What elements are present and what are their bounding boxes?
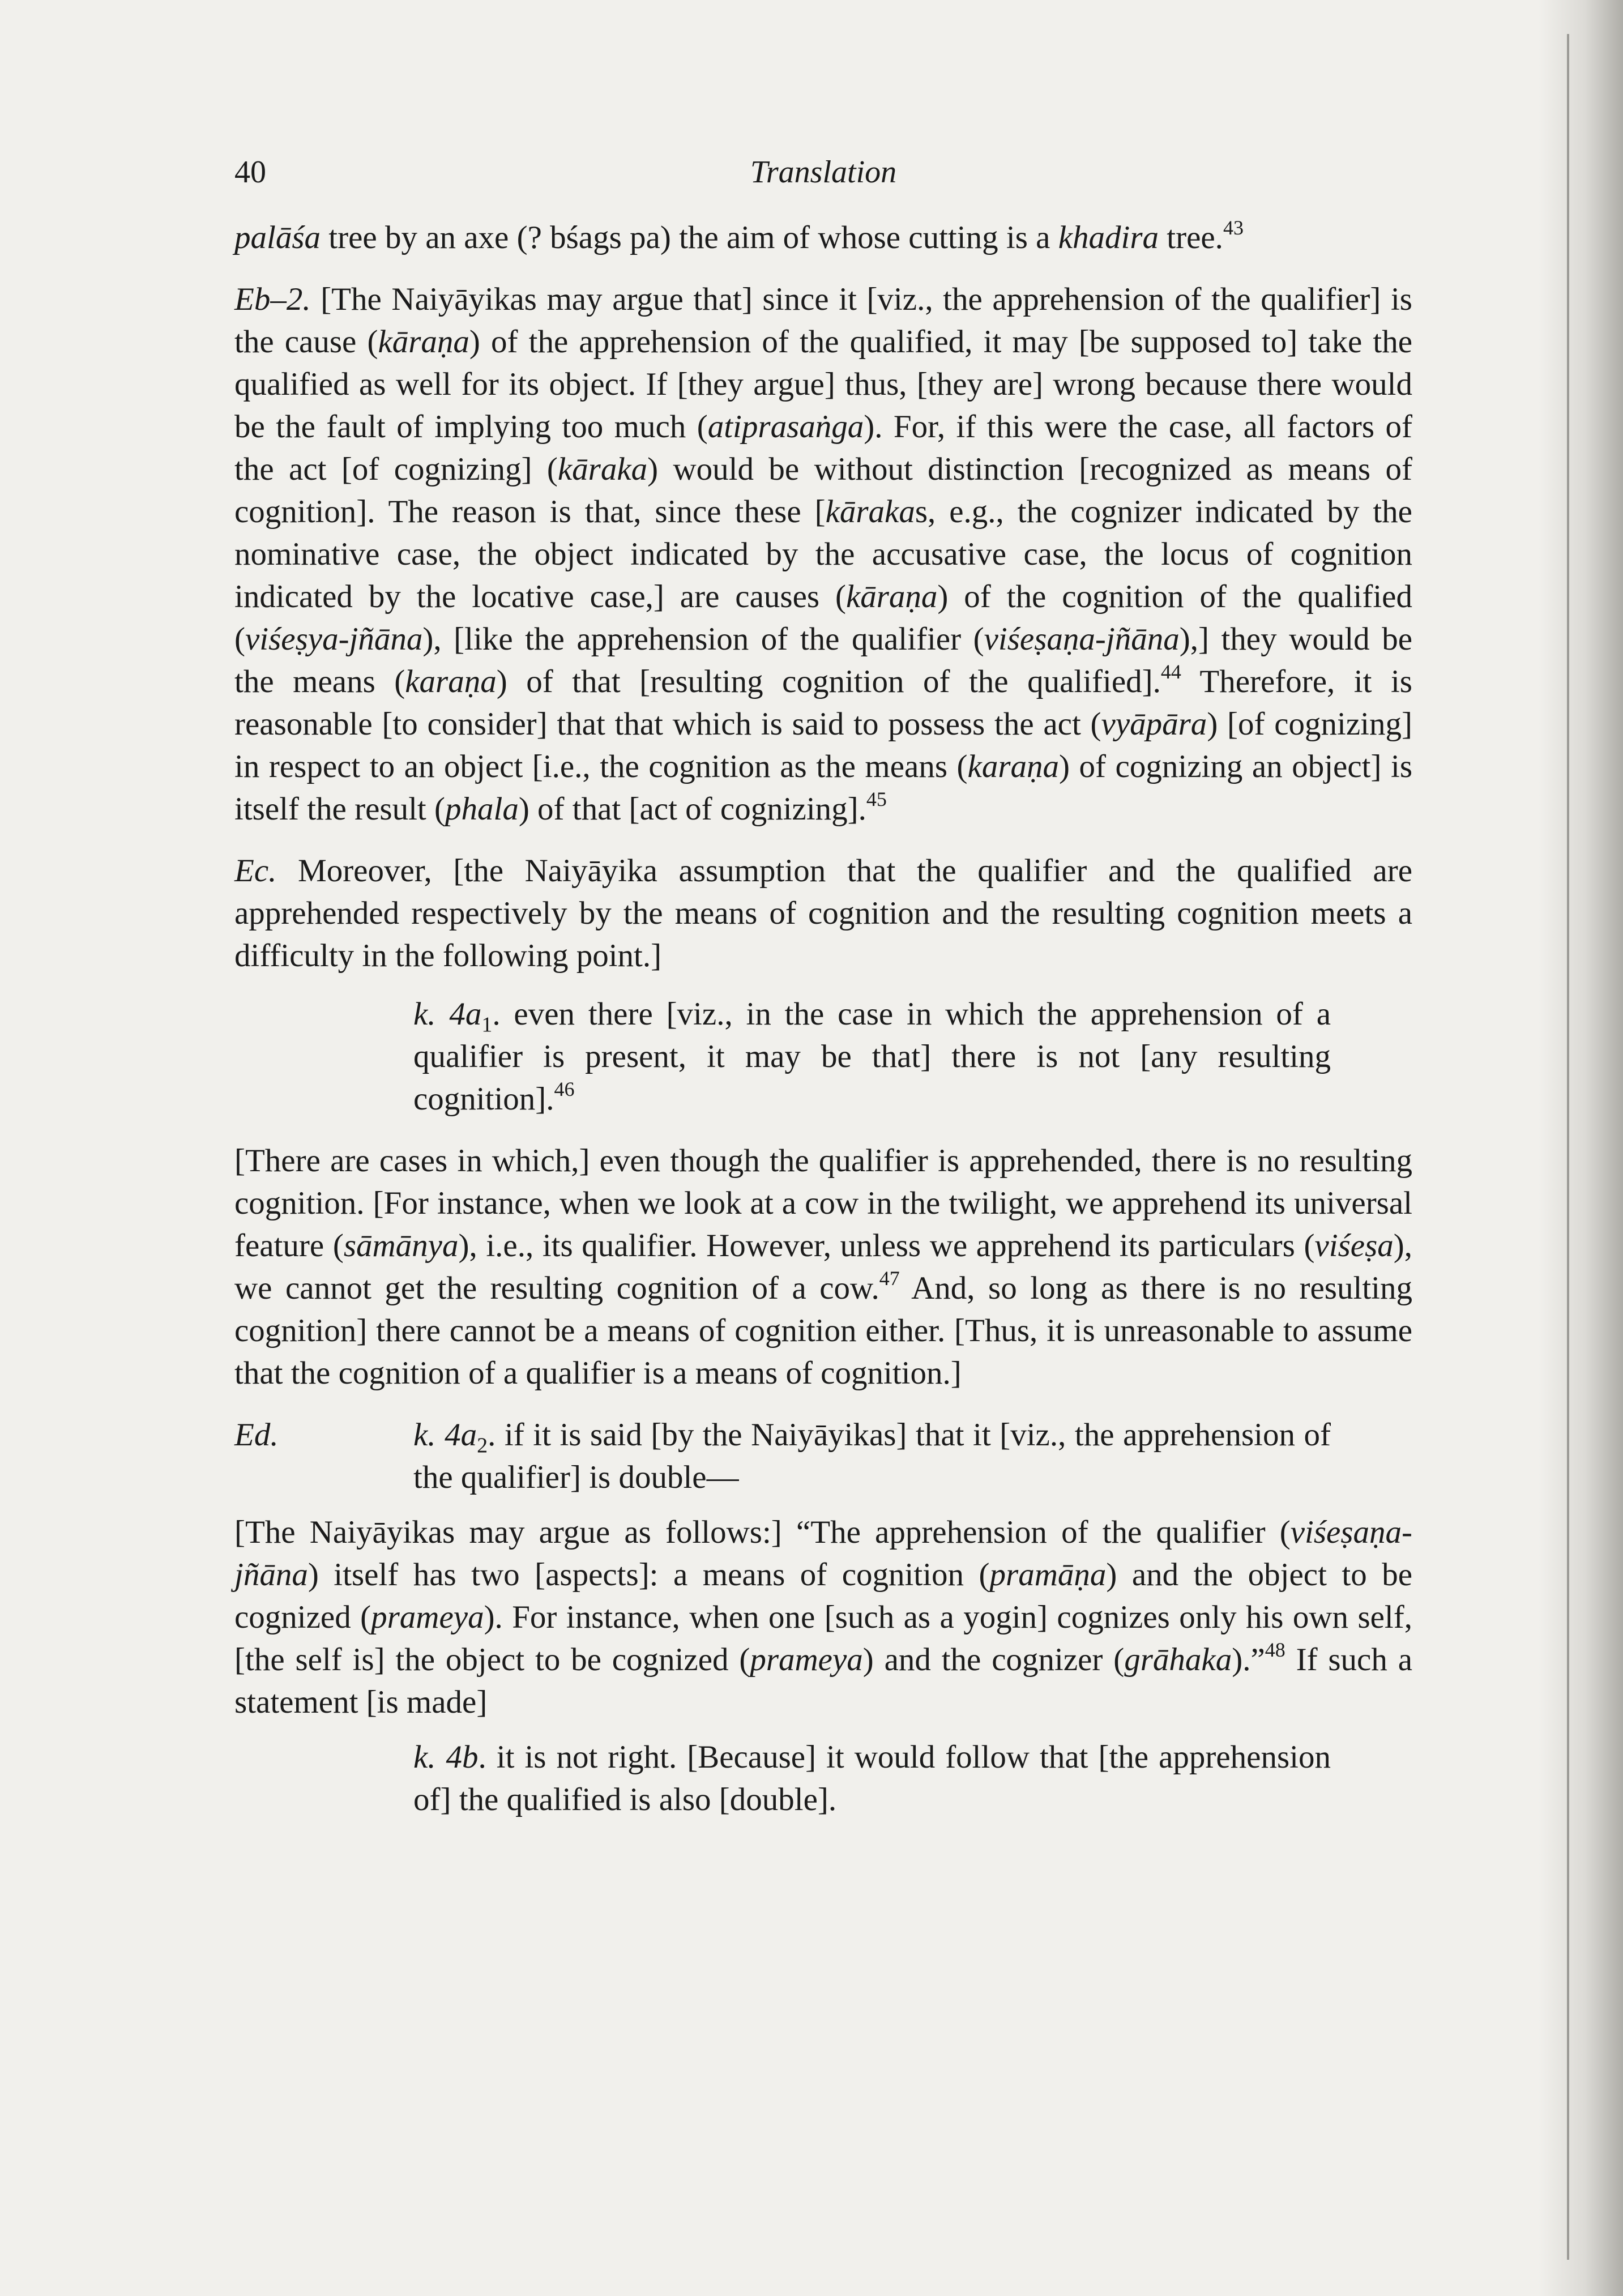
italic-term: viśeṣaṇa-jñāna — [984, 621, 1180, 657]
text-run: [The Naiyāyikas may argue as follows:] “The apprehension of the qualifier ( — [234, 1514, 1291, 1550]
main-text — [234, 216, 1412, 1840]
footnote-marker: 46 — [554, 1078, 575, 1100]
italic-term: viśeṣaṇa-jñāna — [234, 1514, 1412, 1593]
text-run: ) and the object to be cognized ( — [234, 1557, 1412, 1635]
footnote-marker: 43 — [1223, 216, 1244, 239]
text-run: ) would be without distinction [recognized as means of cognition]. The reason is that, since these [ — [234, 451, 1412, 530]
text-run: . it is not right. [Because] it would follow that [the apprehension of] the qualified is also [double]. — [413, 1739, 1331, 1817]
italic-term: kāraka — [825, 494, 915, 530]
text-run: ), i.e., its qualifier. However, unless we apprehend its particulars ( — [458, 1228, 1315, 1264]
text-run: ), we cannot get the resulting cognition of a cow. — [234, 1228, 1412, 1306]
italic-term: viśeṣa — [1314, 1228, 1394, 1264]
text-run: And, so long as there is no resulting cognition] there cannot be a means of cognition either. [Thus, it is unreasonable to assume that the cognition of a qualifier is a means of cognition.] — [234, 1270, 1412, 1391]
text-run: . even there [viz., in the case in which the apprehension of a qualifier is present, it may be that] there is not [any resulting cognition]. — [413, 996, 1331, 1117]
running-title: Translation — [750, 155, 897, 190]
italic-term: k. 4a — [413, 1417, 477, 1453]
footnote-marker: 45 — [866, 788, 887, 810]
italic-term: kāraṇa — [378, 324, 469, 360]
text-run: ) of the cognition of the qualified ( — [234, 579, 1412, 657]
text-run: ) and the cognizer ( — [862, 1642, 1125, 1678]
text-run: ) of that [act of cognizing]. — [518, 791, 866, 827]
italic-term: phala — [445, 791, 519, 827]
text-run: ),] they would be the means ( — [234, 621, 1412, 699]
italic-term: viśeṣya-jñāna — [245, 621, 423, 657]
italic-term: vyāpāra — [1101, 706, 1207, 742]
text-run: ) itself has two [aspects]: a means of cognition ( — [307, 1557, 990, 1593]
italic-term: pramāṇa — [989, 1557, 1107, 1593]
spine-shadow — [1538, 0, 1623, 2296]
paragraph-commentary-4a1 — [234, 1140, 1412, 1394]
italic-term: grāhaka — [1124, 1642, 1232, 1678]
italic-term: karaṇa — [405, 664, 497, 699]
text-run: ). For instance, when one [such as a yogin] cognizes only his own self, [the self is] the object to be cognized ( — [234, 1599, 1412, 1678]
text-run: tree by an axe (? bśags pa) the aim of whose cutting is a — [321, 220, 1058, 255]
italic-term: Ec. — [234, 853, 277, 889]
text-run: ) of that [resulting cognition of the qualified]. — [496, 664, 1161, 699]
paragraph-eb-2 — [234, 278, 1412, 830]
text-run: ) of cognizing an object] is itself the result ( — [234, 749, 1413, 827]
text-run: ) of the apprehension of the qualified, it may [be supposed to] take the qualified as well for its object. If [they argue] thus, [they are] wrong because there would be the fault of implying too much ( — [234, 324, 1412, 445]
spine-edge — [1567, 34, 1569, 2260]
text-run: ). For, if this were the case, all factors of the act [of cognizing] ( — [234, 409, 1412, 487]
text-run: ) [of cognizing] in respect to an object [i.e., the cognition as the means ( — [234, 706, 1412, 784]
ed-section — [234, 1414, 1412, 1499]
text-run: ).” — [1232, 1642, 1265, 1678]
text-run: tree. — [1159, 220, 1223, 255]
italic-term: prameya — [371, 1599, 484, 1635]
text-run: [The Naiyāyikas may argue that] since it [viz., the apprehension of the qualifier] is the cause ( — [234, 281, 1412, 360]
subscript: 1 — [481, 1013, 493, 1037]
verse-k-4a2 — [413, 1414, 1331, 1499]
text-run: Therefore, it is reasonable [to consider] that that which is said to possess the act ( — [234, 664, 1412, 742]
italic-term: palāśa — [234, 220, 321, 255]
italic-term: khadira — [1058, 220, 1159, 255]
paragraph-ec — [234, 850, 1412, 977]
italic-term: kāraka — [557, 451, 648, 487]
paragraph-continuation — [234, 216, 1412, 259]
footnote-marker: 47 — [879, 1267, 900, 1290]
page-header — [234, 154, 1412, 194]
footnote-marker: 44 — [1160, 660, 1181, 683]
text-run: . if it is said [by the Naiyāyikas] that it [viz., the apprehension of the qualifier] is double— — [413, 1417, 1331, 1495]
text-run: Moreover, [the Naiyāyika assumption that the qualifier and the qualified are apprehended respectively by the means of cognition and the resulting cognition meets a difficulty in the following point.] — [234, 853, 1412, 974]
italic-term: sāmānya — [343, 1228, 459, 1264]
text-run: [There are cases in which,] even though the qualifier is apprehended, there is no resulting cognition. [For instance, when we look at a cow in the twilight, we apprehend its universal feature ( — [234, 1143, 1412, 1264]
footnote-marker: 48 — [1265, 1638, 1285, 1661]
italic-term: kāraṇa — [845, 579, 938, 614]
italic-term: k. 4b — [413, 1739, 479, 1775]
section-label-ed: Ed. — [234, 1417, 279, 1453]
italic-term: Eb–2. — [234, 281, 311, 317]
verse-k-4b — [413, 1736, 1331, 1821]
paragraph-commentary-4a2 — [234, 1511, 1412, 1723]
italic-term: atiprasaṅga — [707, 409, 864, 445]
italic-term: k. 4a — [413, 996, 482, 1032]
page-number: 40 — [234, 155, 266, 190]
text-run: ), [like the apprehension of the qualifier ( — [422, 621, 984, 657]
italic-term: prameya — [750, 1642, 863, 1678]
text-run: If such a statement [is made] — [234, 1642, 1412, 1720]
verse-k-4a1 — [413, 993, 1331, 1120]
subscript: 2 — [477, 1433, 488, 1458]
text-run: s, e.g., the cognizer indicated by the nominative case, the object indicated by the accusative case, the locus of cognition indicated by the locative case,] are causes ( — [234, 494, 1412, 614]
italic-term: karaṇa — [967, 749, 1060, 784]
